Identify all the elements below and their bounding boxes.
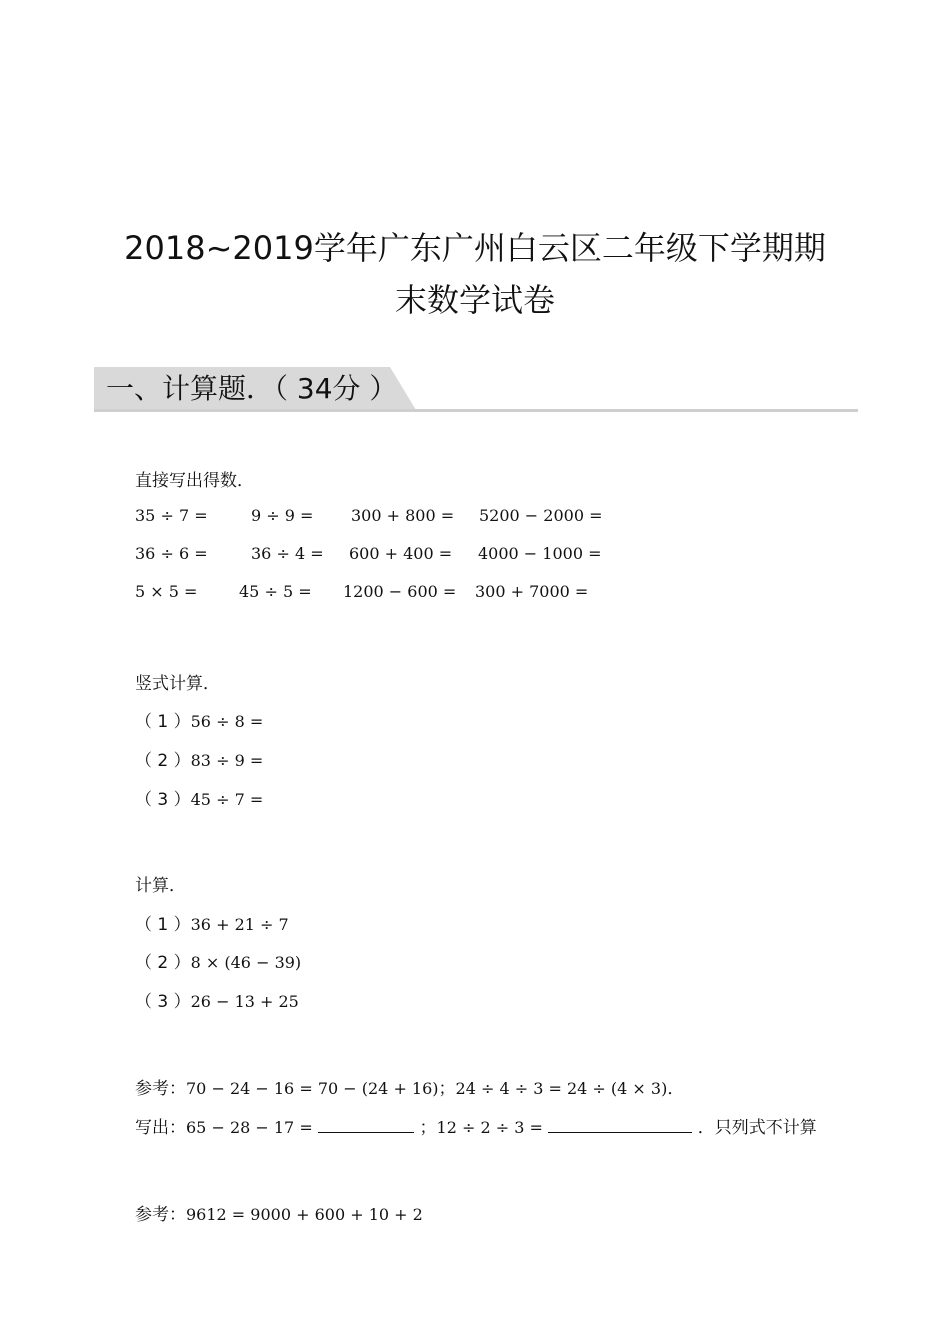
q3-item-1 bbox=[135, 910, 289, 935]
q1-item: 36 ÷ 6 = bbox=[135, 544, 208, 563]
item-expression: 45 ÷ 7 = bbox=[190, 790, 264, 809]
answer-blank-1[interactable] bbox=[318, 1118, 414, 1133]
q2-item-1 bbox=[135, 707, 263, 732]
q1-item: 600 + 400 = bbox=[349, 544, 453, 563]
q1-item: 36 ÷ 4 = bbox=[251, 544, 324, 563]
q1-item: 300 + 800 = bbox=[351, 506, 455, 525]
item-number: （ 1 ） bbox=[135, 915, 191, 935]
q3-item-2 bbox=[135, 948, 301, 973]
q4-write bbox=[135, 1113, 817, 1138]
item-expression: 26 − 13 + 25 bbox=[190, 992, 299, 1011]
item-number: （ 1 ） bbox=[135, 712, 191, 732]
separator: ； bbox=[438, 1079, 456, 1099]
q5-reference bbox=[135, 1200, 423, 1225]
write-label: 写出： bbox=[135, 1118, 186, 1138]
q1-item: 5 × 5 = bbox=[135, 582, 198, 601]
q3-prompt: 计算． bbox=[135, 876, 186, 896]
q1-item: 35 ÷ 7 = bbox=[135, 506, 208, 525]
q1-prompt: 直接写出得数． bbox=[135, 471, 254, 491]
q1-item: 4000 − 1000 = bbox=[478, 544, 602, 563]
q1-item: 1200 − 600 = bbox=[343, 582, 457, 601]
item-expression: 83 ÷ 9 = bbox=[190, 751, 264, 770]
q1-item: 5200 − 2000 = bbox=[479, 506, 603, 525]
q3-item-3 bbox=[135, 987, 299, 1012]
item-expression: 36 + 21 ÷ 7 bbox=[190, 915, 289, 934]
instruction: ．只列式不计算 bbox=[697, 1118, 817, 1138]
write-expression-2: 12 ÷ 2 ÷ 3 = bbox=[436, 1118, 543, 1137]
answer-blank-2[interactable] bbox=[548, 1118, 692, 1133]
separator: ； bbox=[419, 1118, 437, 1138]
reference-expression: 9612 = 9000 + 600 + 10 + 2 bbox=[186, 1205, 423, 1224]
q2-prompt: 竖式计算． bbox=[135, 674, 220, 694]
q2-item-2 bbox=[135, 746, 263, 771]
title-line-2: 末数学试卷 bbox=[394, 281, 555, 319]
q1-item: 9 ÷ 9 = bbox=[251, 506, 314, 525]
q1-item: 45 ÷ 5 = bbox=[239, 582, 312, 601]
section-header-label: 一、计算题．（ 34分 ） bbox=[106, 372, 398, 405]
item-number: （ 2 ） bbox=[135, 751, 191, 771]
q1-item: 300 + 7000 = bbox=[475, 582, 589, 601]
item-expression: 8 × (46 − 39) bbox=[190, 953, 302, 972]
item-number: （ 3 ） bbox=[135, 992, 191, 1012]
item-number: （ 3 ） bbox=[135, 790, 191, 810]
reference-label: 参考： bbox=[135, 1205, 186, 1225]
reference-expression-1: 70 − 24 − 16 = 70 − (24 + 16) bbox=[186, 1079, 439, 1098]
q2-item-3 bbox=[135, 785, 263, 810]
terminator: ． bbox=[667, 1079, 685, 1099]
reference-expression-2: 24 ÷ 4 ÷ 3 = 24 ÷ (4 × 3) bbox=[455, 1079, 668, 1098]
title-line-1: 2018~2019学年广东广州白云区二年级下学期期 bbox=[124, 229, 826, 267]
page-title bbox=[60, 222, 890, 326]
reference-label: 参考： bbox=[135, 1079, 186, 1099]
section-header-rule bbox=[94, 409, 858, 412]
item-expression: 56 ÷ 8 = bbox=[190, 712, 264, 731]
section-header bbox=[94, 367, 858, 412]
item-number: （ 2 ） bbox=[135, 953, 191, 973]
write-expression-1: 65 − 28 − 17 = bbox=[186, 1118, 313, 1137]
q4-reference bbox=[135, 1074, 684, 1099]
